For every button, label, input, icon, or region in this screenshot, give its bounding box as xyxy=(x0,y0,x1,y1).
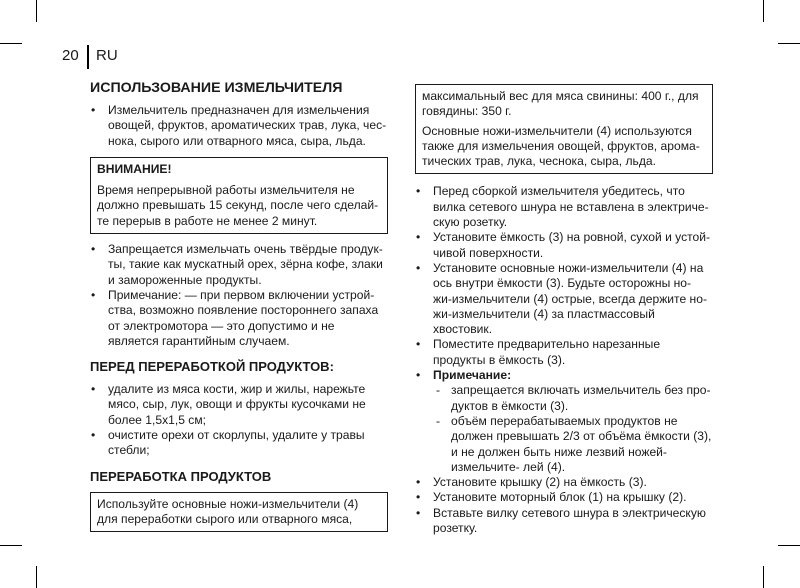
list-item: • Измельчитель предназначен для измельчения овощей, фруктов, ароматических трав, лука, чес- нока, сырого или отварного мяса, сыра, льда. xyxy=(90,103,388,149)
list-item: • Перед сборкой измельчителя убедитесь, что вилка сетевого шнура не вставлена в электриче- скую розетку. xyxy=(415,184,713,230)
assembly-steps xyxy=(415,184,713,536)
page-number: 20 xyxy=(62,47,79,64)
crop-mark xyxy=(778,43,800,44)
crop-mark xyxy=(36,0,37,22)
list-item: • Вставьте вилку сетевого шнура в электрическую розетку. xyxy=(415,506,713,537)
page-number-divider xyxy=(87,45,89,69)
processing-box-text: Используйте основные ножи-измельчители (4) для переработки сырого или отварного мяса, xyxy=(97,496,359,526)
processing-box-usage: Основные ножи-измельчители (4) используются также для измельчения овощей, фруктов, арома- тических трав, лука, чеснока, сыра, льда. xyxy=(422,123,700,169)
crop-mark xyxy=(36,566,37,588)
crop-mark xyxy=(778,545,800,546)
crop-mark xyxy=(0,545,22,546)
note-item xyxy=(415,368,713,475)
list-item: • удалите из мяса кости, жир и жилы, нарежьте мясо, сыр, лук, овощи и фрукты кусочками не более 1,5х1,5 см; xyxy=(90,382,388,428)
warning-box xyxy=(90,157,388,234)
list-item: • очистите орехи от скорлупы, удалите у травы стебли; xyxy=(90,428,388,459)
usage-intro-list xyxy=(90,103,388,149)
processing-box-weight: максимальный вес для мяса свинины: 400 г., для говядины: 350 г. xyxy=(422,89,699,119)
list-item: • Установите ёмкость (3) на ровной, сухой и устой- чивой поверхности. xyxy=(415,230,713,261)
crop-mark xyxy=(763,566,764,588)
note-subitem: - объём перерабатываемых продуктов не должен превышать 2/3 от объёма ёмкости (3), и не должен быть ниже лезвий ножей-измельчите- лей (4). xyxy=(433,414,713,475)
list-item: • Запрещается измельчать очень твёрдые продук- ты, такие как мускатный орех, зёрна кофе, злаки и замороженные продукты. xyxy=(90,242,388,288)
right-column xyxy=(415,84,713,536)
list-item: • Установите основные ножи-измельчители (4) на ось внутри ёмкости (3). Будьте осторожны но- жи-измельчители (4) острые, всегда держите но- жи-измельчители (4) за пластмассовый хвостовик. xyxy=(415,261,713,337)
warning-text: Время непрерывной работы измельчителя не должно превышать 15 секунд, после чего сделай- те перерыв в работе не менее 2 минут. xyxy=(97,183,379,228)
language-code: RU xyxy=(96,47,118,64)
section-title-before: ПЕРЕД ПЕРЕРАБОТКОЙ ПРОДУКТОВ: xyxy=(90,359,334,375)
usage-bullets xyxy=(90,242,388,349)
before-bullets xyxy=(90,382,388,458)
processing-box-part2 xyxy=(415,84,713,174)
crop-mark xyxy=(0,43,22,44)
note-subitem: - запрещается включать измельчитель без про- дуктов в ёмкости (3). xyxy=(433,383,713,414)
list-item: • Поместите предварительно нарезанные продукты в ёмкость (3). xyxy=(415,337,713,368)
warning-title: ВНИМАНИЕ! xyxy=(97,161,172,176)
list-item: • Установите моторный блок (1) на крышку (2). xyxy=(415,490,713,505)
left-column xyxy=(90,80,388,532)
note-label: Примечание: xyxy=(433,368,512,383)
processing-box-part1 xyxy=(90,492,388,533)
section-title-usage: ИСПОЛЬЗОВАНИЕ ИЗМЕЛЬЧИТЕЛЯ xyxy=(90,80,343,96)
crop-mark xyxy=(763,0,764,22)
list-item: • Установите крышку (2) на ёмкость (3). xyxy=(415,475,713,490)
list-item: • Примечание: — при первом включении устрой- ства, возможно появление постороннего запаха от электромотора — это допустимо и не является гарантийным случаем. xyxy=(90,288,388,349)
note-sublist xyxy=(433,383,713,475)
section-title-processing: ПЕРЕРАБОТКА ПРОДУКТОВ xyxy=(90,468,272,484)
